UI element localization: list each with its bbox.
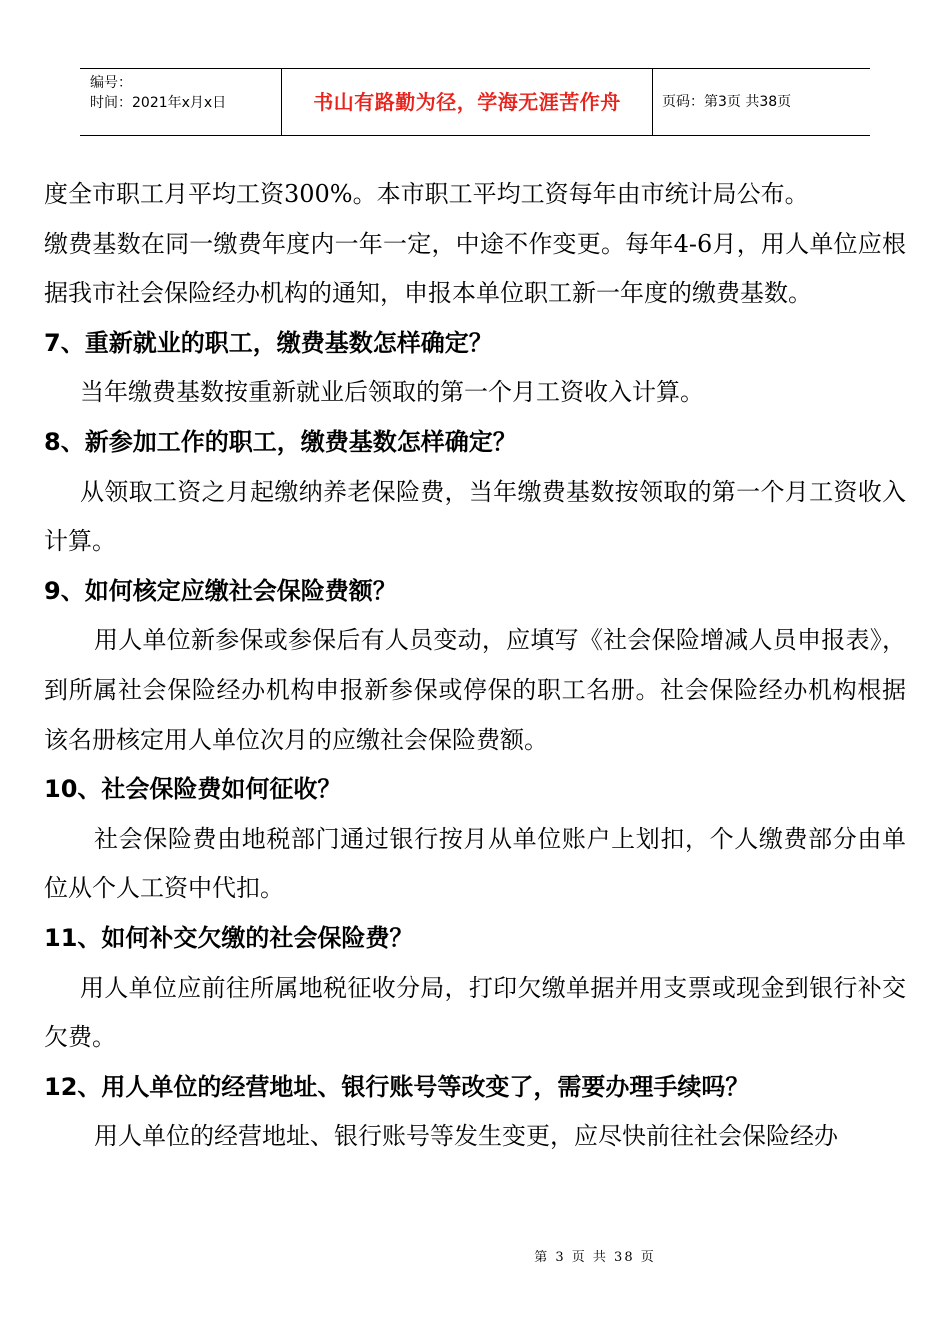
header-motto: 书山有路勤为径，学海无涯苦作舟: [281, 69, 653, 135]
header-page-label: 页码：第3页 共38页: [662, 94, 792, 110]
answer-paragraph: 用人单位新参保或参保后有人员变动，应填写《社会保险增减人员申报表》，到所属社会保险经办机构申报新参保或停保的职工名册。社会保险经办机构根据该名册核定用人单位次月的应缴社会保险费额。: [44, 626, 906, 754]
question-heading: 8、新参加工作的职工，缴费基数怎样确定？: [44, 427, 517, 456]
page-footer: 第 3 页 共 38 页: [534, 1250, 656, 1265]
document-body: [44, 170, 906, 1162]
question-heading: 7、重新就业的职工，缴费基数怎样确定？: [44, 328, 493, 357]
paragraph: 度全市职工月平均工资300%。本市职工平均工资每年由市统计局公布。: [44, 180, 809, 208]
answer-paragraph: 当年缴费基数按重新就业后领取的第一个月工资收入计算。: [80, 378, 704, 407]
date-label: 时间：2021年x月x日: [90, 95, 227, 111]
question-heading: 10、社会保险费如何征收？: [44, 775, 342, 804]
answer-paragraph: 用人单位应前往所属地税征收分局，打印欠缴单据并用支票或现金到银行补交欠费。: [44, 973, 906, 1052]
header-meta: [80, 69, 281, 135]
answer-paragraph: 从领取工资之月起缴纳养老保险费，当年缴费基数按领取的第一个月工资收入计算。: [44, 477, 906, 556]
question-heading: 9、如何核定应缴社会保险费额？: [44, 576, 397, 605]
page-header: [80, 68, 870, 136]
code-label: 编号：: [90, 75, 132, 91]
question-heading: 11、如何补交欠缴的社会保险费？: [44, 923, 414, 952]
answer-paragraph: 社会保险费由地税部门通过银行按月从单位账户上划扣，个人缴费部分由单位从个人工资中代扣。: [44, 824, 906, 903]
question-heading: 12、用人单位的经营地址、银行账号等改变了，需要办理手续吗？: [44, 1072, 750, 1101]
paragraph: 缴费基数在同一缴费年度内一年一定，中途不作变更。每年4-6月，用人单位应根据我市社会保险经办机构的通知，申报本单位职工新一年度的缴费基数。: [44, 229, 906, 308]
answer-paragraph: 用人单位的经营地址、银行账号等发生变更，应尽快前往社会保险经办: [94, 1122, 838, 1151]
